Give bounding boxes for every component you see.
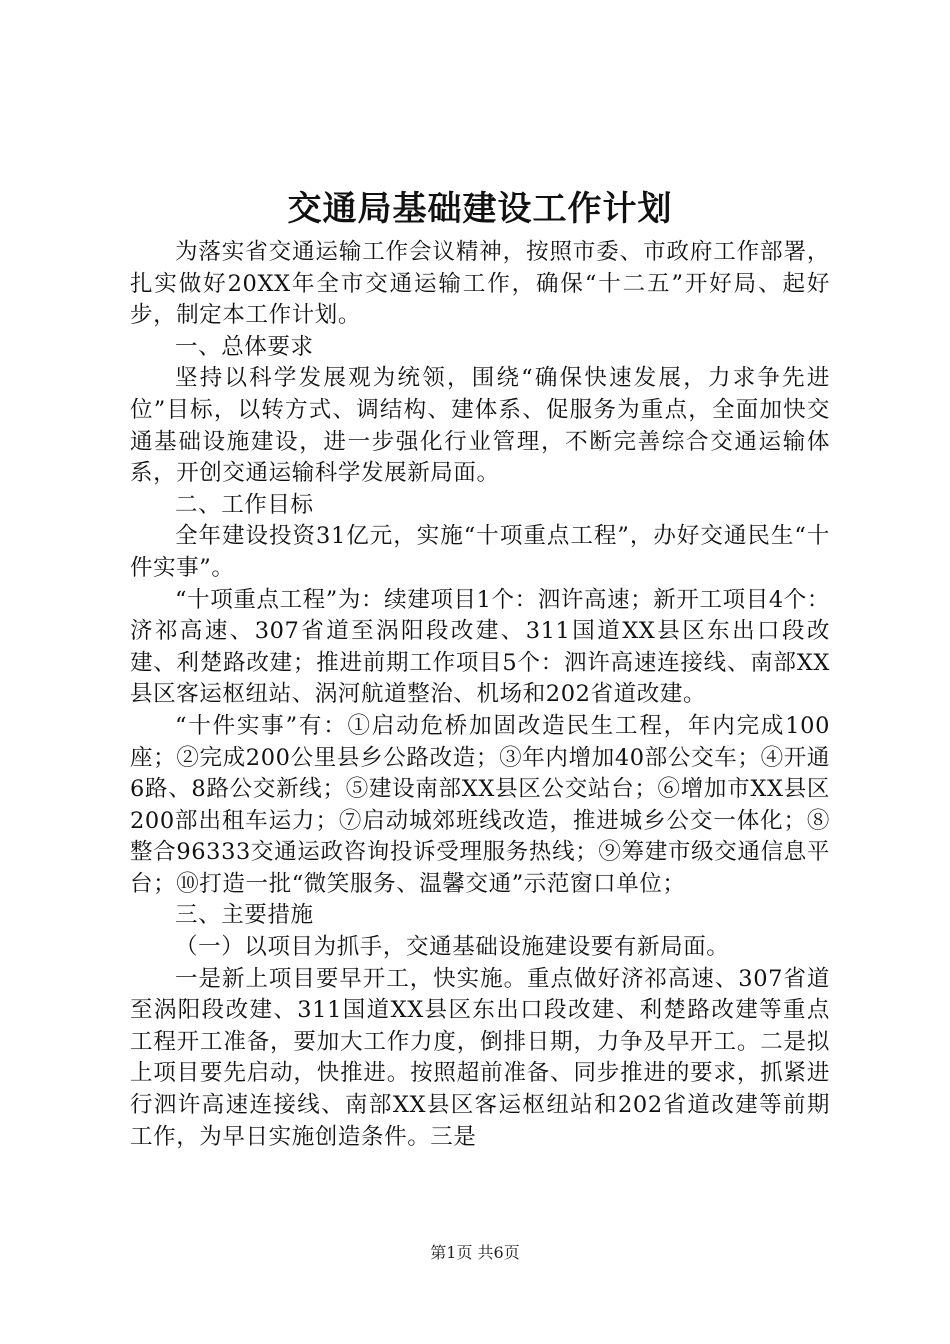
paragraph-ten-key-projects: “十项重点工程”为：续建项目1个：泗许高速；新开工项目4个：济祁高速、307省道至涡阳段改建、311国道XX县区东出口段改建、利楚路改建；推进前期工作项目5个：泗许高速连接线、南部XX县区客运枢纽站、涡河航道整治、机场和202省道改建。 (130, 586, 830, 708)
section-heading-main-measures: 三、主要措施 (175, 902, 314, 929)
section-heading-work-goals: 二、工作目标 (175, 491, 314, 518)
section-heading-general-requirements: 一、总体要求 (175, 333, 314, 360)
intro-paragraph: 为落实省交通运输工作会议精神，按照市委、市政府工作部署，扎实做好20XX年全市交通运输工作，确保“十二五”开好局、起好步，制定本工作计划。 (130, 239, 830, 329)
paragraph-investment: 全年建设投资31亿元，实施“十项重点工程”，办好交通民生“十件实事”。 (130, 523, 830, 581)
paragraph-general-requirements: 坚持以科学发展观为统领，围绕“确保快速发展，力求争先进位”目标，以转方式、调结构、建体系、促服务为重点，全面加快交通基础设施建设，进一步强化行业管理，不断完善综合交通运输体系，开创交通运输科学发展新局面。 (130, 365, 830, 487)
page-footer: 第1页 共6页 (430, 1243, 520, 1262)
document-title: 交通局基础建设工作计划 (287, 189, 673, 229)
paragraph-projects-detail: 一是新上项目要早开工，快实施。重点做好济祁高速、307省道至涡阳段改建、311国道XX县区东出口段改建、利楚路改建等重点工程开工准备，要加大工作力度，倒排日期，力争及早开工。二是拟上项目要先启动，快推进。按照超前准备、同步推进的要求，抓紧进行泗许高速连接线、南部XX县区客运枢纽站和202省道改建等前期工作，为早日实施创造条件。三是 (130, 965, 830, 1150)
paragraph-ten-practical-matters: “十件实事”有：①启动危桥加固改造民生工程，年内完成100座；②完成200公里县乡公路改造；③年内增加40部公交车；④开通6路、8路公交新线；⑤建设南部XX县区公交站台；⑥增加市XX县区200部出租车运力；⑦启动城郊班线改造，推进城乡公交一体化；⑧整合96333交通运政咨询投诉受理服务热线；⑨筹建市级交通信息平台；⑩打造一批“微笑服务、温馨交通”示范窗口单位； (130, 712, 830, 897)
subsection-heading-projects: （一）以项目为抓手，交通基础设施建设要有新局面。 (175, 934, 730, 961)
document-page (130, 185, 830, 1153)
